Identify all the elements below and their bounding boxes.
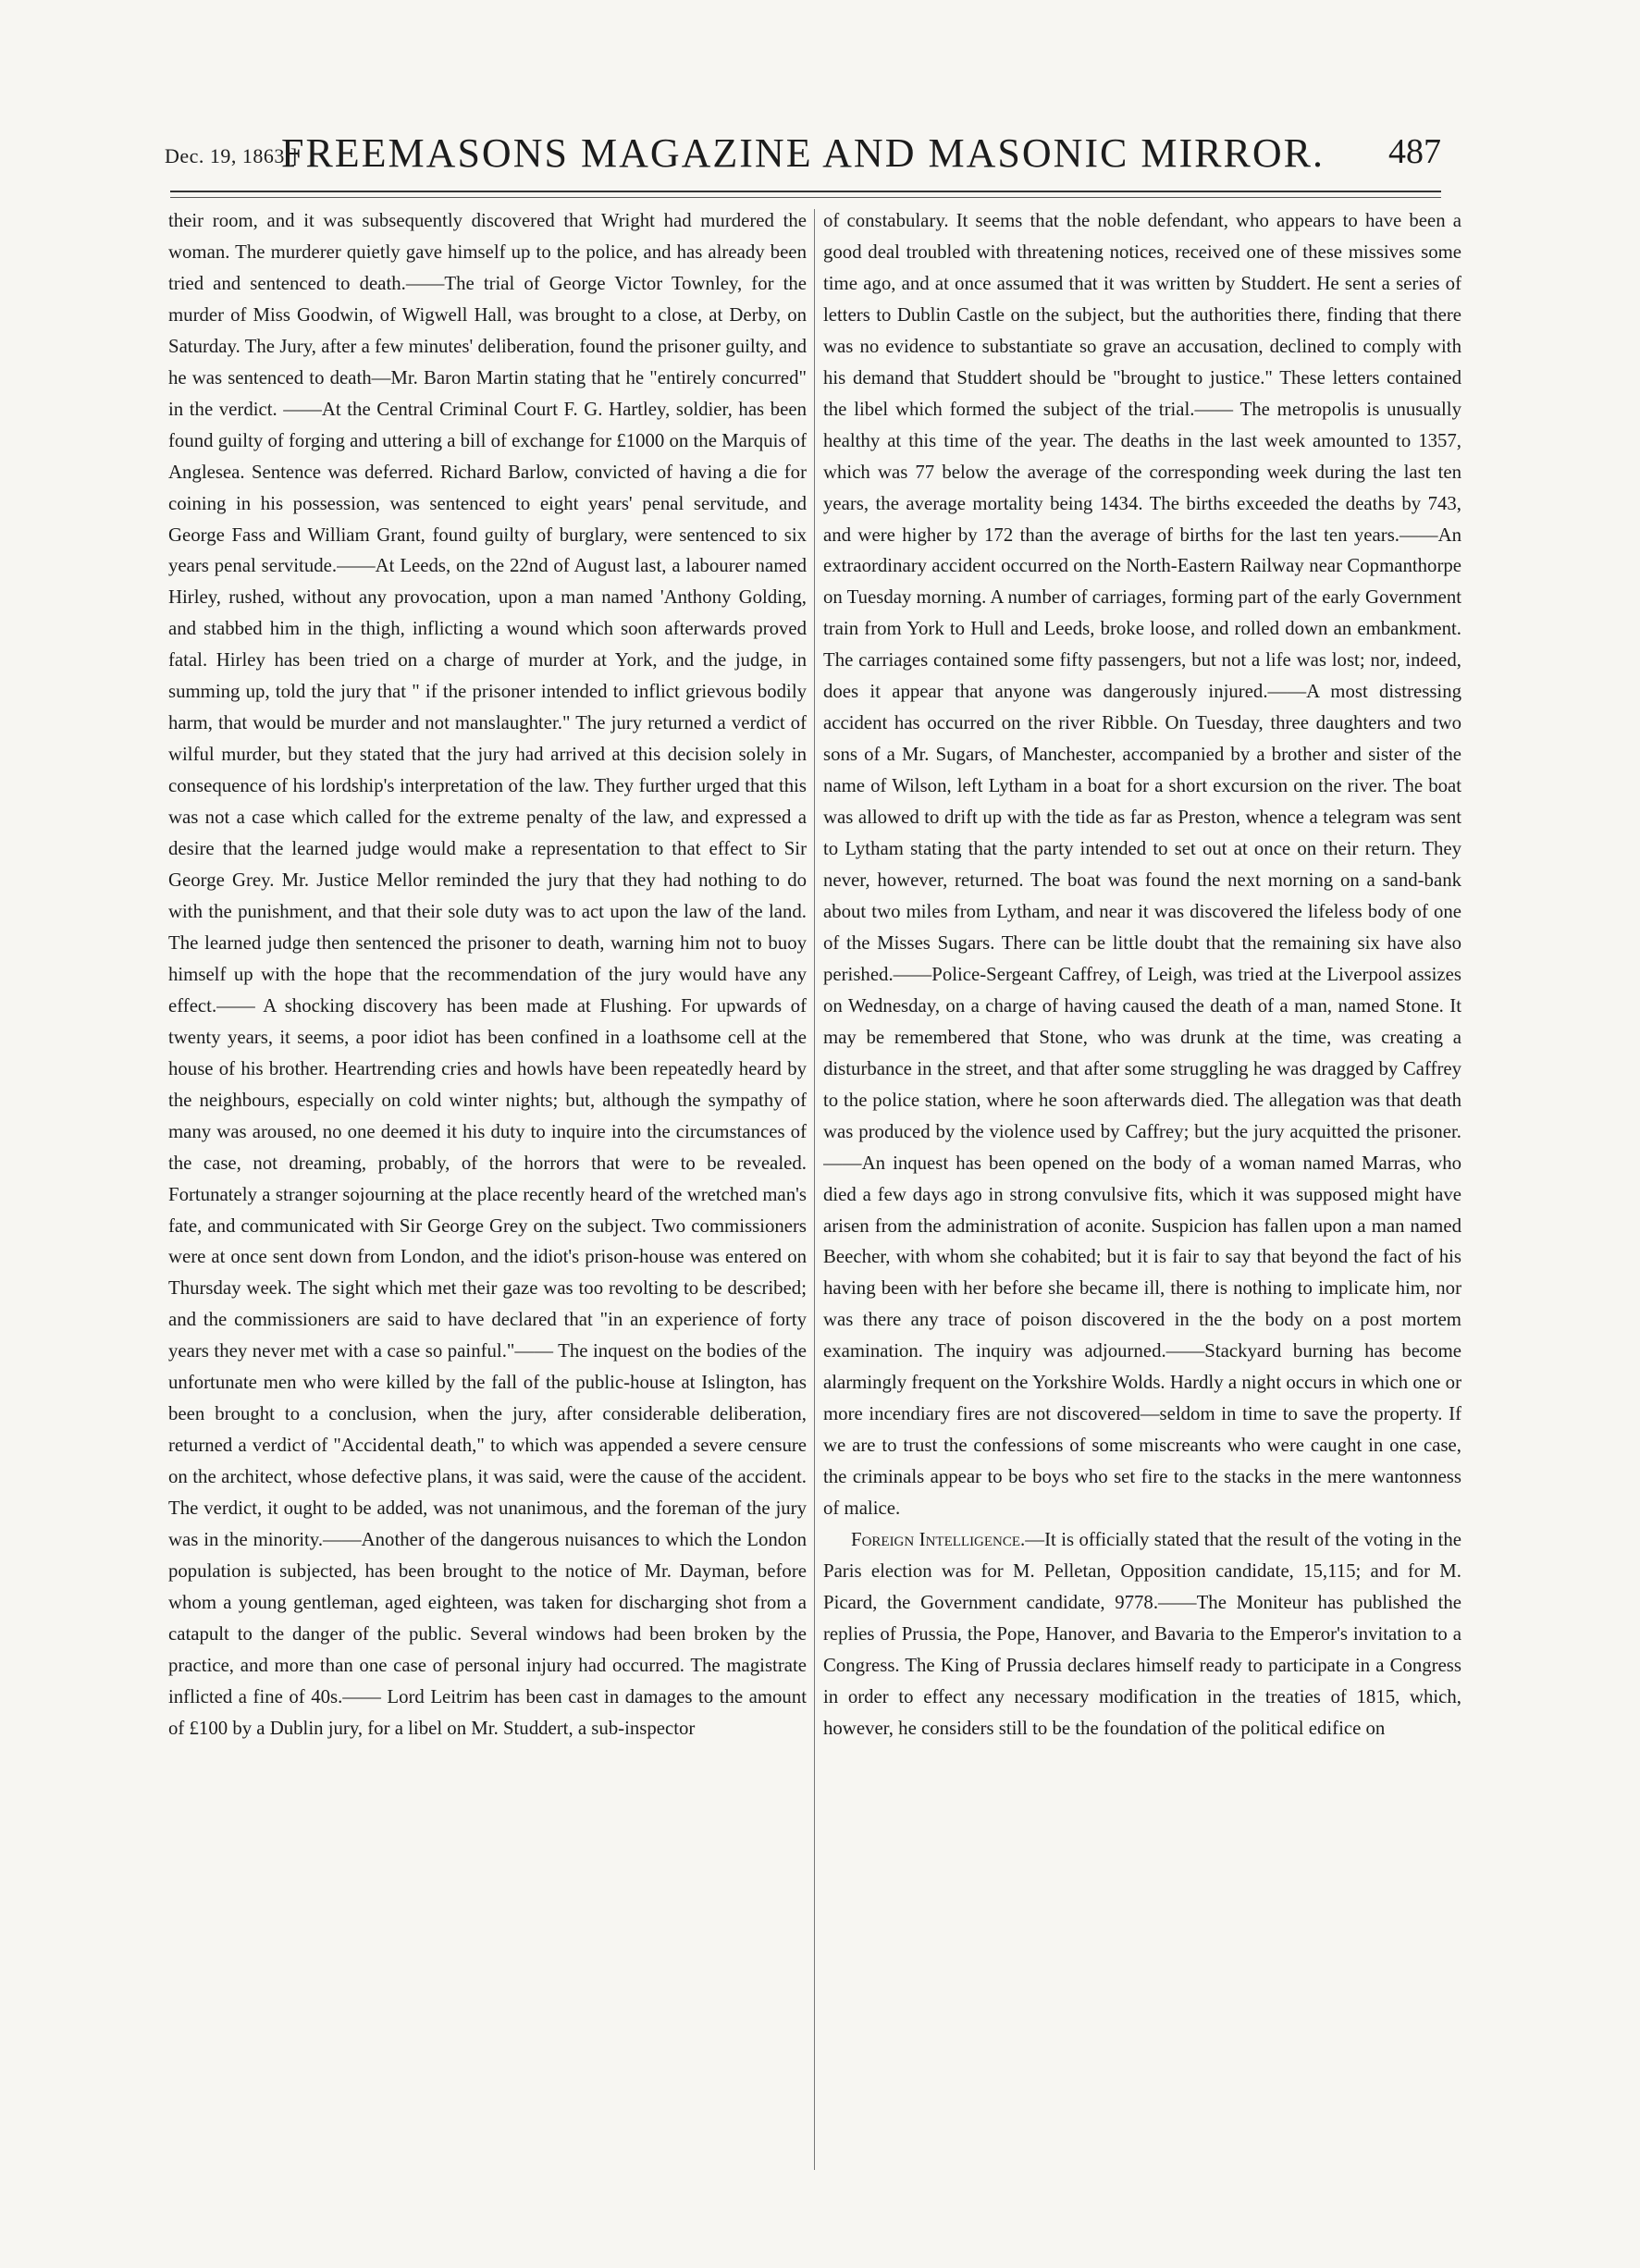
issue-date: Dec. 19, 1863.] [165, 144, 298, 167]
foreign-intelligence-paragraph [823, 1524, 1461, 1744]
header-rule-thin [170, 197, 1441, 198]
left-column-text: their room, and it was subsequently discovered that Wright had murdered the woman. The murderer quietly gave himself up to the police, and has already been tried and sentenced to death.——The trial of George Victor Townley, for the murder of Miss Goodwin, of Wigwell Hall, was brought to a close, at Derby, on Saturday. The Jury, after a few minutes' deliberation, found the prisoner guilty, and he was sentenced to death—Mr. Baron Martin stating that he "entirely concurred" in the verdict. ——At the Central Criminal Court F. G. Hartley, soldier, has been found guilty of forging and uttering a bill of exchange for £1000 on the Marquis of Anglesea. Sentence was deferred. Richard Barlow, convicted of having a die for coining in his possession, was sentenced to eight years' penal servitude, and George Fass and William Grant, found guilty of burglary, were sentenced to six years penal servitude.——At Leeds, on the 22nd of August last, a labourer named Hirley, rushed, without any provocation, upon a man named 'Anthony Golding, and stabbed him in the thigh, inflicting a wound which soon afterwards proved fatal. Hirley has been tried on a charge of murder at York, and the judge, in summing up, told the jury that " if the prisoner intended to inflict grievous bodily harm, that would be murder and not manslaughter." The jury returned a verdict of wilful murder, but they stated that the jury had arrived at this decision solely in consequence of his lordship's interpretation of the law. They further urged that this was not a case which called for the extreme penalty of the law, and expressed a desire that the learned judge would make a representation to that effect to Sir George Grey. Mr. Justice Mellor reminded the jury that they had nothing to do with the punishment, and that their sole duty was to act upon the law of the land. The learned judge then sentenced the prisoner to death, warning him not to buoy himself up with the hope that the recommendation of the jury would have any effect.—— A shocking discovery has been made at Flushing. For upwards of twenty years, it seems, a poor idiot has been confined in a loathsome cell at the house of his brother. Heartrending cries and howls have been repeatedly heard by the neighbours, especially on cold winter nights; but, although the sympathy of many was aroused, no one deemed it his duty to inquire into the circumstances of the case, not dreaming, probably, of the horrors that were to be revealed. Fortunately a stranger sojourning at the place recently heard of the wretched man's fate, and communicated with Sir George Grey on the subject. Two commissioners were at once sent down from London, and the idiot's prison-house was entered on Thursday week. The sight which met their gaze was too revolting to be described; and the commissioners are said to have declared that "in an experience of forty years they never met with a case so painful."—— The inquest on the bodies of the unfortunate men who were killed by the fall of the public-house at Islington, has been brought to a conclusion, when the jury, after considerable deliberation, returned a verdict of "Accidental death," to which was appended a severe censure on the architect, whose defective plans, it was said, were the cause of the accident. The verdict, it ought to be added, was not unanimous, and the foreman of the jury was in the minority.——Another of the dangerous nuisances to which the London population is subjected, has been brought to the notice of Mr. Dayman, before whom a young gentleman, aged eighteen, was taken for discharging shot from a catapult to the danger of the public. Several windows had been broken by the practice, and more than one case of personal injury had occurred. The magistrate inflicted a fine of 40s.—— Lord Leitrim has been cast in damages to the amount of £100 by a Dublin jury, for a libel on Mr. Studdert, a sub-inspector [168, 210, 807, 1739]
foreign-intelligence-text: —It is officially stated that the result of the voting in the Paris election was for M. Pelletan, Opposition candidate, 15,115; and for M. Picard, the Government candidate, 9778.——The Moniteur has published the replies of Prussia, the Pope, Hanover, and Bavaria to the Emperor's invitation to a Congress. The King of Prussia declares himself ready to participate in a Congress in order to effect any necessary modification in the treaties of 1815, which, however, he considers still to be the foundation of the political edifice on [823, 1529, 1461, 1739]
right-column-text: of constabulary. It seems that the noble defendant, who appears to have been a good deal troubled with threatening notices, received one of these missives some time ago, and at once assumed that it was written by Studdert. He sent a series of letters to Dublin Castle on the subject, but the authorities there, finding that there was no evidence to substantiate so grave an accusation, declined to comply with his demand that Studdert should be "brought to justice." These letters contained the libel which formed the subject of the trial.—— The metropolis is unusually healthy at this time of the year. The deaths in the last week amounted to 1357, which was 77 below the average of the corresponding week during the last ten years, the average mortality being 1434. The births exceeded the deaths by 743, and were higher by 172 than the average of births for the last ten years.——An extraordinary accident occurred on the North-Eastern Railway near Copmanthorpe on Tuesday morning. A number of carriages, forming part of the early Government train from York to Hull and Leeds, broke loose, and rolled down an embankment. The carriages contained some fifty passengers, but not a life was lost; nor, indeed, does it appear that anyone was dangerously injured.——A most distressing accident has occurred on the river Ribble. On Tuesday, three daughters and two sons of a Mr. Sugars, of Manchester, accompanied by a brother and sister of the name of Wilson, left Lytham in a boat for a short excursion on the river. The boat was allowed to drift up with the tide as far as Preston, whence a telegram was sent to Lytham stating that the party intended to set out at once on their return. They never, however, returned. The boat was found the next morning on a sand-bank about two miles from Lytham, and near it was discovered the lifeless body of one of the Misses Sugars. There can be little doubt that the remaining six have also perished.——Police-Sergeant Caffrey, of Leigh, was tried at the Liverpool assizes on Wednesday, on a charge of having caused the death of a man, named Stone. It may be remembered that Stone, who was drunk at the time, was creating a disturbance in the street, and that after some struggling he was dragged by Caffrey to the police station, where he soon afterwards died. The allegation was that death was produced by the violence used by Caffrey; but the jury acquitted the prisoner.——An inquest has been opened on the body of a woman named Marras, who died a few days ago in strong convulsive fits, which it was supposed might have arisen from the administration of aconite. Suspicion has fallen upon a man named Beecher, with whom she cohabited; but it is fair to say that beyond the fact of his having been with her before she became ill, there is nothing to implicate him, nor was there any trace of poison discovered in the the body on a post mortem examination. The inquiry was adjourned.——Stackyard burning has become alarmingly frequent on the Yorkshire Wolds. Hardly a night occurs in which one or more incendiary fires are not discovered—seldom in time to save the property. If we are to trust the confessions of some miscreants who were caught in one case, the criminals appear to be boys who set fire to the stacks in the mere wantonness of malice. [823, 210, 1461, 1520]
section-heading-foreign-intelligence: Foreign Intelligence. [851, 1529, 1026, 1551]
page-number: 487 [1388, 132, 1441, 171]
header-rule-thick [170, 191, 1441, 192]
masthead [165, 122, 1441, 178]
column-divider [814, 209, 815, 2170]
right-column [823, 205, 1461, 2171]
publication-title: FREEMASONS MAGAZINE AND MASONIC MIRROR. [280, 130, 1325, 176]
left-column [168, 205, 807, 2171]
